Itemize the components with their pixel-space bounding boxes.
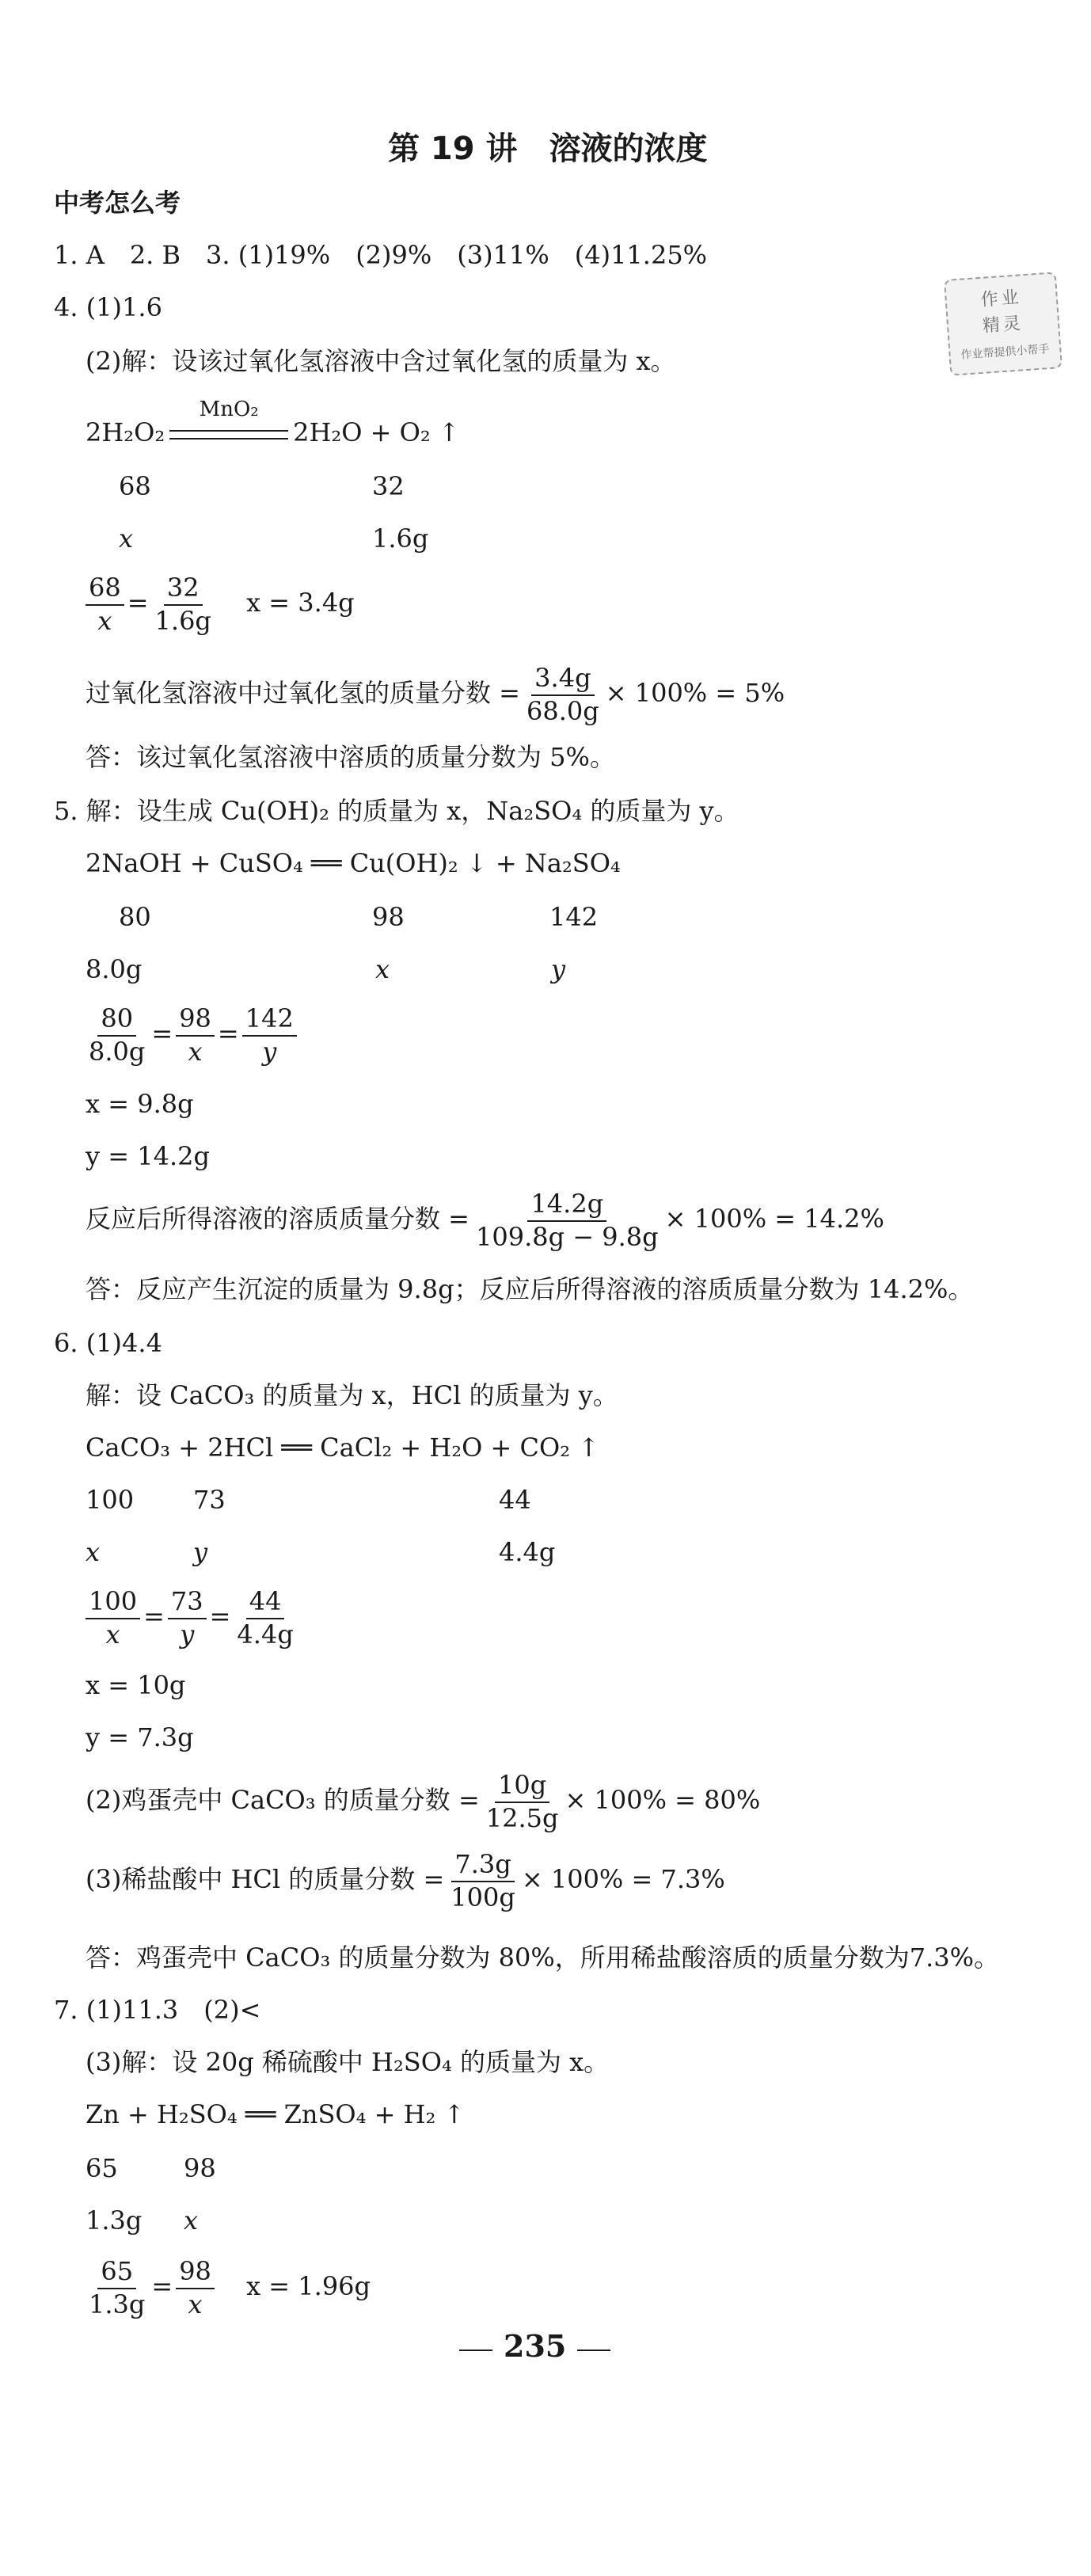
q4-catalyst: MnO₂ bbox=[199, 398, 259, 421]
q5-ratio-d1: 8.0g bbox=[89, 1036, 146, 1067]
q7-ratio-d2: x bbox=[188, 2289, 203, 2319]
q5-answer: 答：反应产生沉淀的质量为 9.8g；反应后所得溶液的溶质质量分数为 14.2%。 bbox=[86, 1274, 974, 1304]
q4-ratio-n2: 32 bbox=[164, 575, 203, 606]
q7-equation: Zn + H₂SO₄ ══ ZnSO₄ + H₂ ↑ bbox=[86, 2099, 466, 2129]
q4-eq-left: 2H₂O₂ bbox=[86, 417, 165, 447]
q7-part12: 7. (1)11.3 (2)< bbox=[54, 1995, 261, 2025]
q6-mr3: 44 bbox=[499, 1485, 531, 1515]
q6-p3-label: (3)稀盐酸中 HCl 的质量分数 = bbox=[86, 1864, 445, 1895]
page-number: 235 bbox=[504, 2328, 567, 2364]
q5-frac-label: 反应后所得溶液的溶质质量分数 = bbox=[86, 1204, 469, 1235]
q6-answer: 答：鸡蛋壳中 CaCO₃ 的质量分数为 80%，所用稀盐酸溶质的质量分数为7.3%。 bbox=[86, 1942, 1000, 1973]
watermark-stamp bbox=[944, 272, 1062, 376]
q7-mr1: 65 bbox=[86, 2153, 118, 2183]
q4-frac-label: 过氧化氢溶液中过氧化氢的质量分数 = bbox=[86, 678, 520, 709]
q6-m1: x bbox=[86, 1537, 101, 1567]
q5-ratio-d3: y bbox=[262, 1036, 277, 1067]
q6-p3-num: 7.3g bbox=[451, 1851, 514, 1882]
q6-part3 bbox=[86, 1851, 725, 1911]
stamp-line3: 作业帮提供小帮手 bbox=[960, 343, 1050, 362]
q7-intro: (3)解：设 20g 稀硫酸中 H₂SO₄ 的质量为 x。 bbox=[86, 2047, 610, 2077]
q5-mr2: 98 bbox=[372, 902, 405, 932]
q4-eq-sign bbox=[165, 398, 293, 445]
q6-intro: 解：设 CaCO₃ 的质量为 x，HCl 的质量为 y。 bbox=[86, 1380, 618, 1410]
q4-frac-tail: × 100% = 5% bbox=[605, 678, 785, 709]
q6-m2: y bbox=[193, 1537, 208, 1567]
q4-frac-den: 68.0g bbox=[526, 695, 599, 726]
q4-m2: 1.6g bbox=[372, 523, 429, 554]
section-heading: 中考怎么考 bbox=[54, 188, 181, 218]
q5-mr1: 80 bbox=[119, 902, 151, 932]
q5-mr3: 142 bbox=[549, 902, 599, 932]
q5-ratio-d2: x bbox=[188, 1036, 203, 1067]
q4-mr1: 68 bbox=[119, 471, 151, 501]
q7-ratio-n1: 65 bbox=[97, 2258, 136, 2289]
stamp-line1: 作业 bbox=[979, 287, 1023, 310]
q4-ratio-result: x = 3.4g bbox=[246, 588, 355, 618]
q7-result: x = 1.96g bbox=[246, 2271, 371, 2302]
q5-m1: 8.0g bbox=[86, 954, 143, 984]
q7-mr2: 98 bbox=[184, 2153, 216, 2183]
q7-ratio: $\frac{65}{1.3g}$ = $\frac{98}{x}$ x = 1.96g bbox=[82, 2258, 371, 2318]
q6-mr2: 73 bbox=[193, 1485, 226, 1515]
q5-ratio: $\frac{80}{8.0g}$ = $\frac{98}{x}$ = $\frac{142}{y}$ bbox=[82, 1006, 300, 1065]
q6-mr1: 100 bbox=[86, 1485, 135, 1515]
q6-p3-den: 100g bbox=[450, 1882, 515, 1912]
q7-ratio-d1: 1.3g bbox=[89, 2289, 146, 2319]
q4-fraction-line bbox=[86, 665, 785, 725]
q6-ratio-n3: 44 bbox=[246, 1589, 285, 1619]
page-footer bbox=[448, 2328, 622, 2364]
q6-ratio-n2: 73 bbox=[168, 1589, 207, 1619]
q6-p3-tail: × 100% = 7.3% bbox=[521, 1864, 725, 1895]
q6-part2 bbox=[86, 1772, 760, 1832]
q4-ratio: $\frac{68}{x}$ = $\frac{32}{1.6g}$ x = 3.4g bbox=[82, 575, 355, 634]
q7-m2: x bbox=[184, 2205, 199, 2235]
q6-ratio: $\frac{100}{x}$ = $\frac{73}{y}$ = $\frac{44}{4.4g}$ bbox=[82, 1589, 300, 1648]
q6-ratio-d1: x bbox=[105, 1619, 120, 1649]
q4-frac-num: 3.4g bbox=[531, 665, 594, 696]
q4-ratio-d2: 1.6g bbox=[154, 605, 211, 636]
q6-part1: 6. (1)4.4 bbox=[54, 1328, 162, 1358]
q4-mr2: 32 bbox=[372, 471, 405, 501]
q4-equation bbox=[86, 398, 460, 447]
q5-frac-tail: × 100% = 14.2% bbox=[664, 1204, 884, 1235]
q6-m3: 4.4g bbox=[499, 1537, 556, 1567]
q6-result-x: x = 10g bbox=[86, 1670, 186, 1700]
q5-fraction-line bbox=[86, 1191, 884, 1250]
q5-ratio-n3: 142 bbox=[242, 1006, 297, 1037]
q4-ratio-n1: 68 bbox=[86, 575, 124, 606]
q4-m1: x bbox=[119, 523, 134, 554]
q4-ratio-d1: x bbox=[97, 605, 112, 636]
q5-intro: 5. 解：设生成 Cu(OH)₂ 的质量为 x，Na₂SO₄ 的质量为 y。 bbox=[54, 796, 739, 826]
q5-m2: x bbox=[375, 954, 390, 984]
q5-m3: y bbox=[551, 954, 566, 984]
q6-p2-label: (2)鸡蛋壳中 CaCO₃ 的质量分数 = bbox=[86, 1785, 480, 1816]
q5-result-x: x = 9.8g bbox=[86, 1089, 194, 1119]
stamp-line2: 精灵 bbox=[982, 314, 1024, 337]
q5-frac-num: 14.2g bbox=[527, 1191, 606, 1222]
page-title: 第 19 讲 溶液的浓度 bbox=[388, 131, 708, 167]
q5-ratio-n2: 98 bbox=[176, 1006, 215, 1037]
q6-ratio-n1: 100 bbox=[86, 1589, 140, 1619]
q4-part2: (2)解：设该过氧化氢溶液中含过氧化氢的质量为 x。 bbox=[86, 346, 676, 376]
q7-ratio-n2: 98 bbox=[176, 2258, 215, 2289]
q6-equation: CaCO₃ + 2HCl ══ CaCl₂ + H₂O + CO₂ ↑ bbox=[86, 1433, 600, 1463]
q5-ratio-n1: 80 bbox=[97, 1006, 136, 1037]
q5-frac-den: 109.8g − 9.8g bbox=[476, 1221, 659, 1252]
answers-1-3: 1. A 2. B 3. (1)19% (2)9% (3)11% (4)11.25% bbox=[54, 240, 708, 270]
q6-p2-tail: × 100% = 80% bbox=[565, 1785, 761, 1816]
q6-ratio-d2: y bbox=[180, 1619, 195, 1649]
q4-part1: 4. (1)1.6 bbox=[54, 292, 162, 322]
q6-p2-den: 12.5g bbox=[485, 1802, 559, 1833]
q5-equation: 2NaOH + CuSO₄ ══ Cu(OH)₂ ↓ + Na₂SO₄ bbox=[86, 848, 621, 878]
q4-eq-right: 2H₂O + O₂ ↑ bbox=[293, 417, 460, 447]
q6-p2-num: 10g bbox=[495, 1772, 549, 1803]
q5-result-y: y = 14.2g bbox=[86, 1141, 210, 1171]
q6-ratio-d3: 4.4g bbox=[237, 1619, 294, 1649]
q6-result-y: y = 7.3g bbox=[86, 1722, 194, 1752]
q4-answer: 答：该过氧化氢溶液中溶质的质量分数为 5%。 bbox=[86, 742, 615, 772]
q7-m1: 1.3g bbox=[86, 2205, 143, 2235]
